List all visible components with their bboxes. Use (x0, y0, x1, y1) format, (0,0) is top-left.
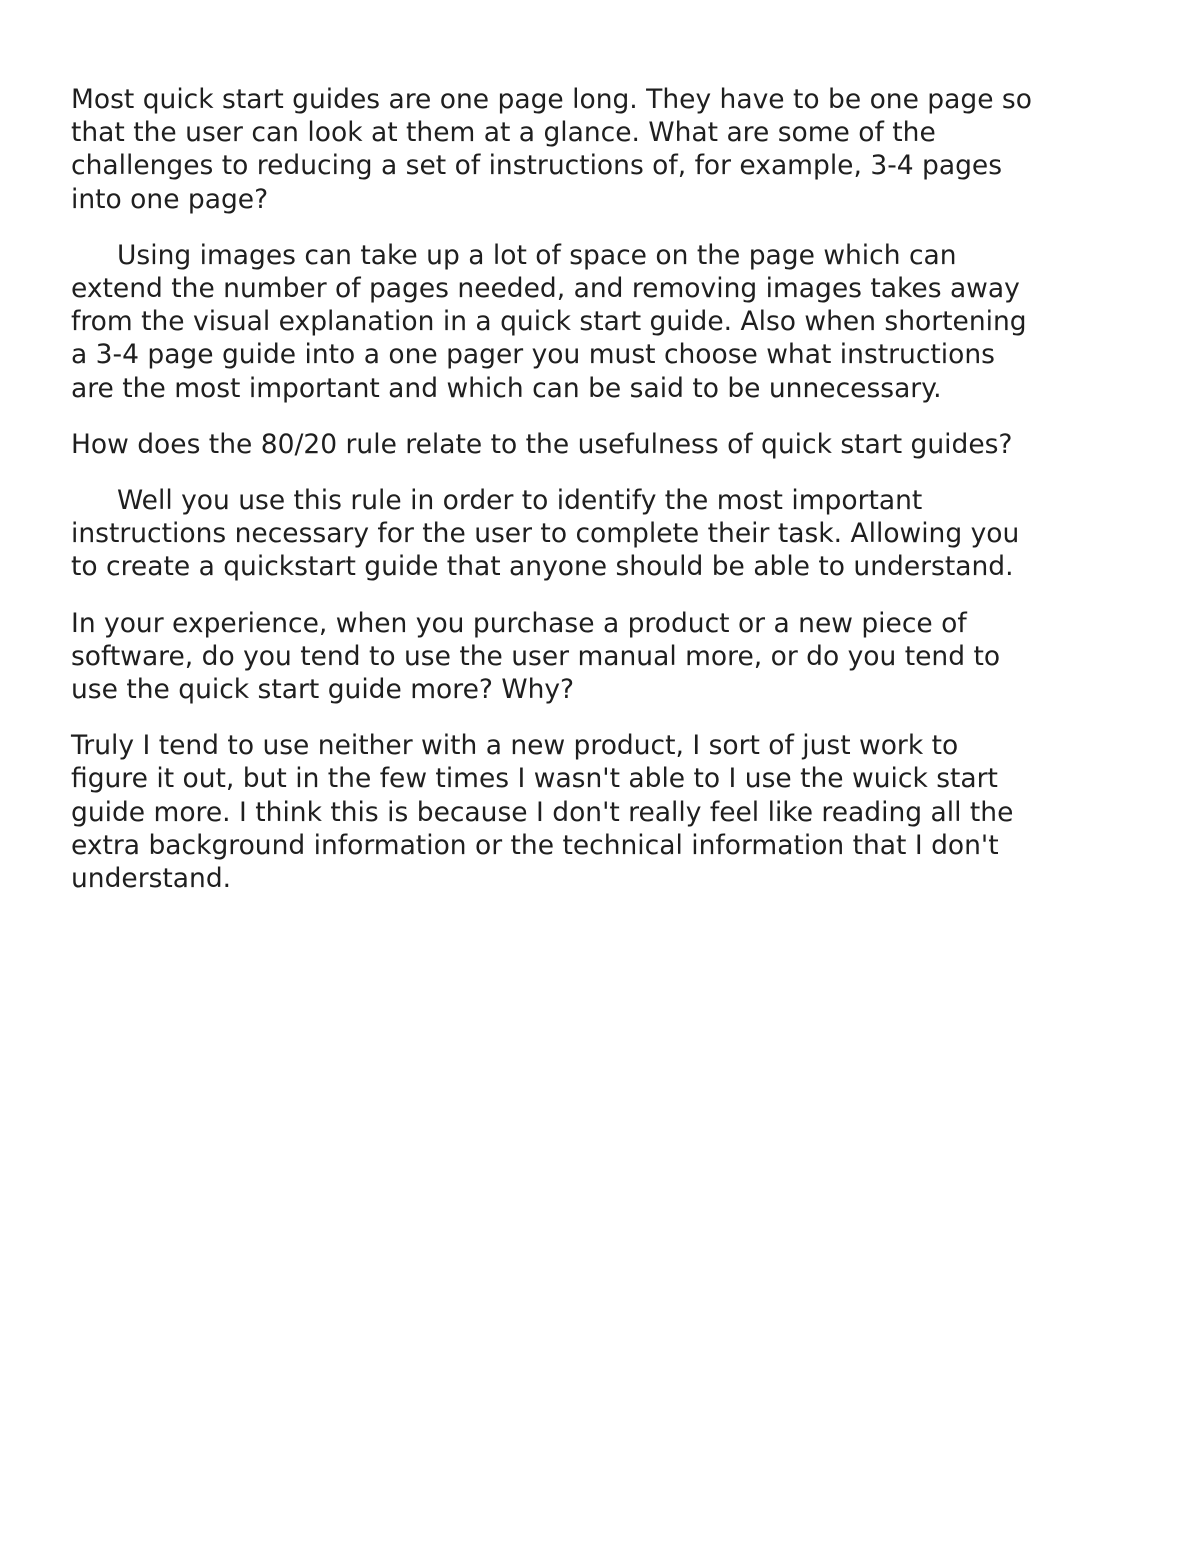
text-line: Most quick start guides are one page long. They have to be one page so (71, 84, 1032, 115)
text-line: a 3-4 page guide into a one pager you must choose what instructions (71, 339, 995, 371)
text-line: In your experience, when you purchase a product or a new piece of (71, 607, 967, 639)
text-line: Truly I tend to use neither with a new product, I sort of just work to (71, 730, 959, 762)
text-line: understand. (71, 863, 232, 895)
text-line: software, do you tend to use the user manual more, or do you tend to (71, 640, 1001, 672)
text-line: to create a quickstart guide that anyone should be able to understand. (71, 551, 1014, 583)
text-line: Well you use this rule in order to identify the most important (117, 485, 923, 517)
text-line: Using images can take up a lot of space on the page which can (117, 239, 957, 271)
text-line: use the quick start guide more? Why? (71, 674, 575, 706)
question-paragraph-2 (71, 428, 1131, 461)
answer-paragraph-2 (71, 484, 1131, 584)
answer-paragraph-3 (71, 729, 1131, 895)
text-line: that the user can look at them at a glance. What are some of the (71, 117, 936, 149)
text-line: instructions necessary for the user to complete their task. Allowing you (71, 518, 1020, 550)
text-line: How does the 80/20 rule relate to the usefulness of quick start guides? (71, 428, 1013, 460)
question-paragraph-1 (71, 83, 1131, 216)
text-line: extra background information or the technical information that I don't (71, 829, 999, 861)
text-line: are the most important and which can be said to be unnecessary. (71, 372, 942, 404)
answer-paragraph-1 (71, 239, 1131, 405)
text-line: into one page? (71, 183, 269, 215)
text-line: guide more. I think this is because I don't really feel like reading all the (71, 796, 1014, 828)
text-line: from the visual explanation in a quick start guide. Also when shortening (71, 306, 1027, 338)
document-page (71, 83, 1131, 918)
question-paragraph-3 (71, 607, 1131, 707)
text-line: figure it out, but in the few times I wasn't able to I use the wuick start (71, 763, 998, 795)
text-line: challenges to reducing a set of instructions of, for example, 3-4 pages (71, 150, 1003, 182)
text-line: extend the number of pages needed, and removing images takes away (71, 273, 1020, 305)
